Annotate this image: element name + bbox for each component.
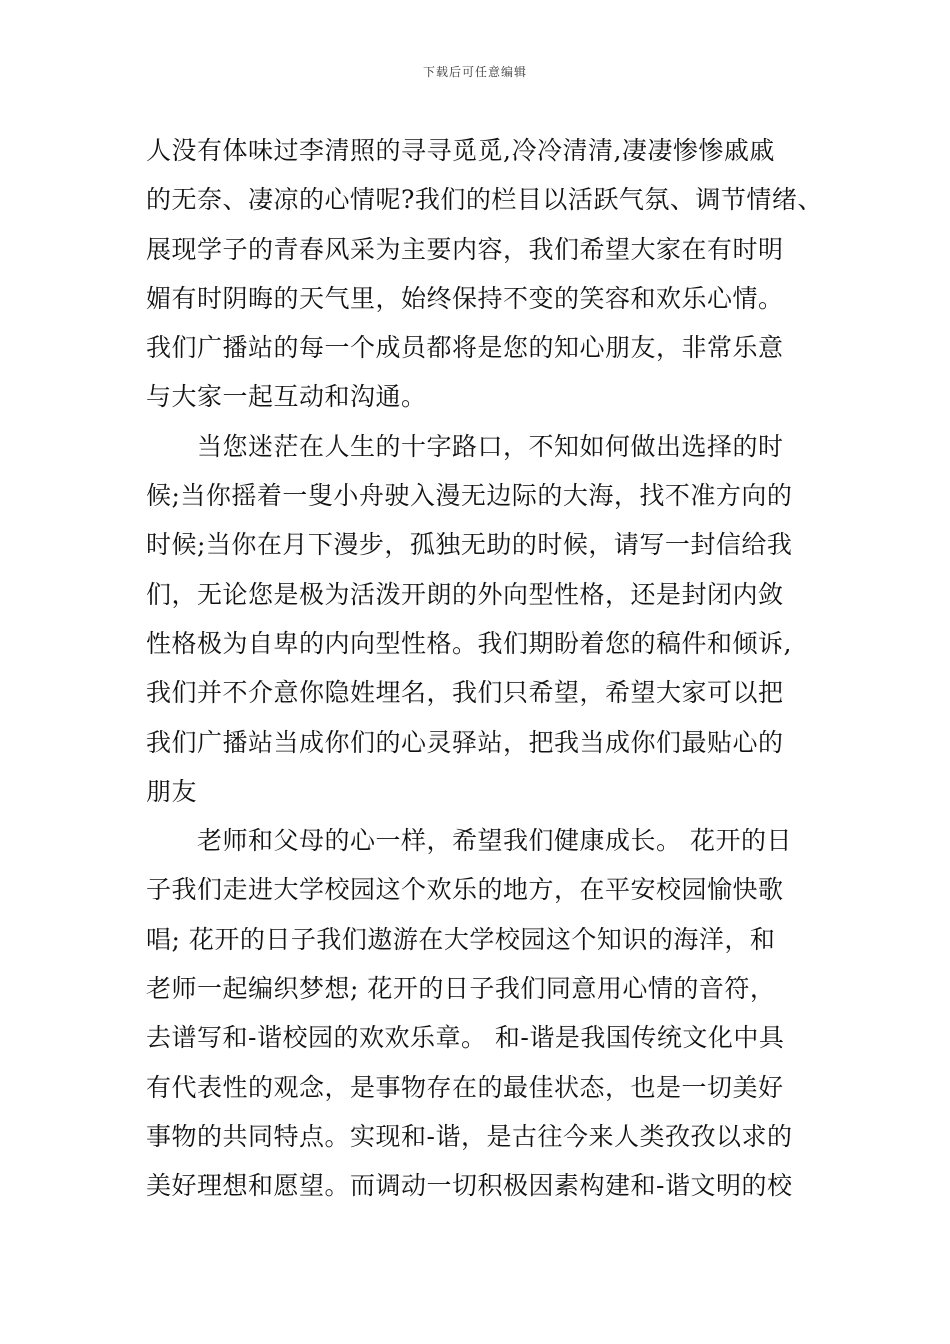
text-line: 与大家一起互动和沟通。 (146, 382, 427, 412)
text-line: 我们广播站的每一个成员都将是您的知心朋友，非常乐意 (146, 333, 784, 363)
text-line: 唱; 花开的日子我们遨游在大学校园这个知识的海洋，和 (146, 924, 776, 954)
page-header: 下载后可任意编辑 (422, 65, 527, 79)
text-line: 我们并不介意你隐姓埋名，我们只希望，希望大家可以把 (146, 678, 784, 708)
text-line: 老师一起编织梦想; 花开的日子我们同意用心情的音符， (146, 974, 776, 1004)
text-line: 们，无论您是极为活泼开朗的外向型性格，还是封闭内敛 (146, 579, 784, 609)
text-line: 时候;当你在月下漫步，孤独无助的时候，请写一封信给我 (146, 530, 793, 560)
text-line: 候;当你摇着一叟小舟驶入漫无边际的大海，找不准方向的 (146, 481, 793, 511)
text-line: 我们广播站当成你们的心灵驿站，把我当成你们最贴心的 (146, 727, 784, 757)
text-line: 人没有体味过李清照的寻寻觅觅,冷冷清清,凄凄惨惨戚戚 (146, 136, 775, 165)
text-line: 有代表性的观念，是事物存在的最佳状态，也是一切美好 (146, 1072, 784, 1102)
text-line: 当您迷茫在人生的十字路口，不知如何做出选择的时 (146, 431, 784, 461)
text-line: 的无奈、凄凉的心情呢?我们的栏目以活跃气氛、调节情绪、 (146, 185, 823, 215)
text-line: 朋友 (146, 776, 198, 806)
text-line: 老师和父母的心一样，希望我们健康成长。 花开的日 (146, 826, 792, 856)
text-line: 事物的共同特点。实现和-谐，是古往今来人类孜孜以求的 (146, 1121, 793, 1151)
text-line: 美好理想和愿望。而调动一切积极因素构建和-谐文明的校 (146, 1171, 793, 1201)
text-line: 性格极为自卑的内向型性格。我们期盼着您的稿件和倾诉, (146, 628, 792, 658)
text-line: 媚有时阴晦的天气里，始终保持不变的笑容和欢乐心情。 (146, 283, 784, 313)
text-line: 展现学子的青春风采为主要内容，我们希望大家在有时明 (146, 234, 784, 264)
body-text (146, 126, 823, 1211)
text-line: 去谱写和-谐校园的欢欢乐章。 和-谐是我国传统文化中具 (146, 1023, 785, 1053)
text-line: 子我们走进大学校园这个欢乐的地方，在平安校园愉快歌 (146, 875, 784, 905)
